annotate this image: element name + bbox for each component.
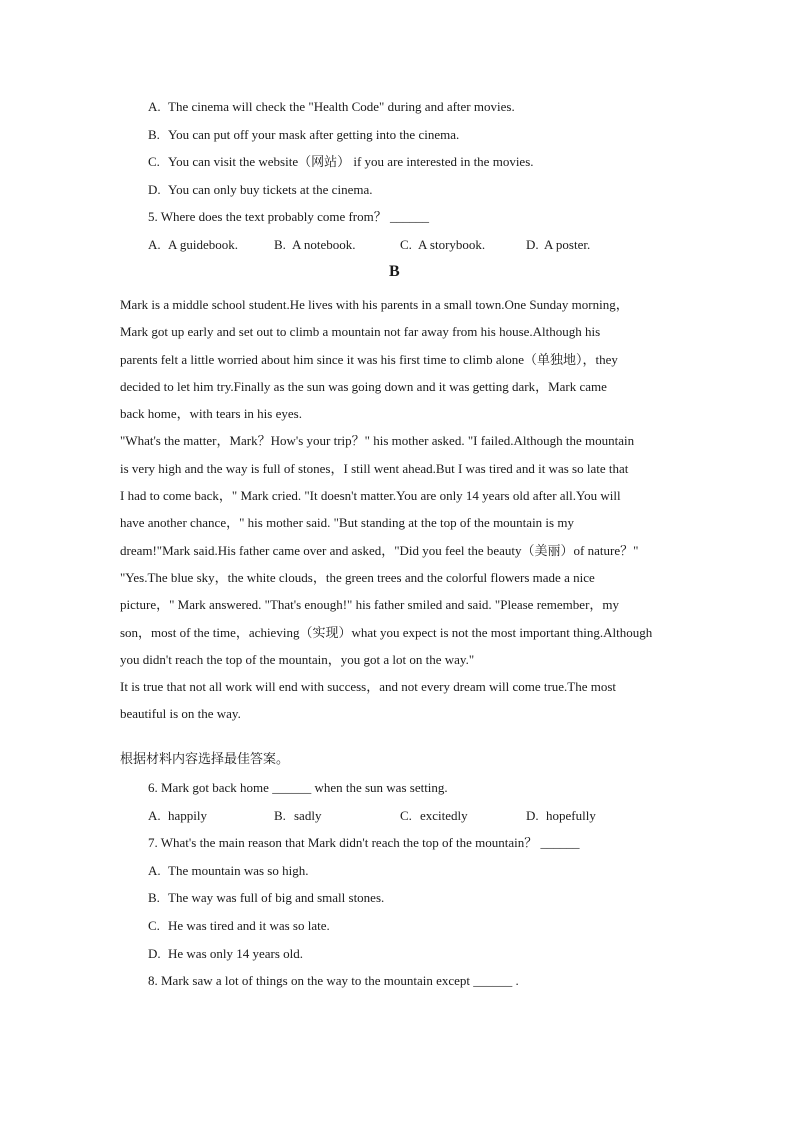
passage-line: picture，" Mark answered. "That's enough!" his father smiled and said. "Please remember，my <box>120 597 620 613</box>
q4-option-a <box>148 99 515 115</box>
passage-line: Mark got up early and set out to climb a mountain not far away from his house.Although his <box>120 324 601 340</box>
instruction: 根据材料内容选择最佳答案。 <box>120 752 290 767</box>
option-letter: B. <box>148 890 160 905</box>
option-letter: D. <box>526 808 539 823</box>
passage-line: "Yes.The blue sky，the white clouds，the green trees and the colorful flowers made a nice <box>120 569 595 585</box>
option-text: He was tired and it was so late. <box>168 918 330 933</box>
option-letter: A. <box>148 808 161 823</box>
option-text: A guidebook. <box>168 237 239 252</box>
option-text: excitedly <box>420 808 468 823</box>
option-text: A poster. <box>544 237 591 252</box>
option-text: The mountain was so high. <box>168 863 309 878</box>
passage-line: have another chance，" his mother said. "But standing at the top of the mountain is my <box>120 515 574 531</box>
option-letter: A. <box>148 863 161 878</box>
q7-option-c <box>148 918 330 934</box>
passage-line: It is true that not all work will end with success，and not every dream will come true.The most <box>120 679 617 695</box>
q4-option-c <box>148 154 534 170</box>
option-letter: B. <box>274 237 286 252</box>
option-letter: D. <box>526 237 539 252</box>
passage-line: decided to let him try.Finally as the sun was going down and it was getting dark，Mark came <box>120 378 607 394</box>
q6-option-a <box>148 808 207 824</box>
option-letter: B. <box>274 808 286 823</box>
option-text: You can visit the website（网站） if you are interested in the movies. <box>168 154 534 169</box>
option-letter: C. <box>400 237 412 252</box>
option-text: A storybook. <box>418 237 486 252</box>
passage-line: beautiful is on the way. <box>120 706 241 722</box>
option-text: The way was full of big and small stones. <box>168 890 385 905</box>
option-text: hopefully <box>546 808 596 823</box>
q6-option-d <box>526 808 596 824</box>
q8-question: 8. Mark saw a lot of things on the way to the mountain except ______ . <box>148 973 519 988</box>
q5-question: 5. Where does the text probably come from？ ______ <box>148 209 429 224</box>
option-text: happily <box>168 808 207 823</box>
q4-option-b <box>148 127 459 143</box>
q7-question: 7. What's the main reason that Mark didn't reach the top of the mountain？ ______ <box>148 835 580 850</box>
option-text: You can only buy tickets at the cinema. <box>168 182 373 197</box>
option-letter: A. <box>148 237 161 252</box>
section-title: B <box>389 263 400 280</box>
q6-option-b <box>274 808 321 824</box>
q5-option-c <box>400 237 485 253</box>
option-text: The cinema will check the "Health Code" during and after movies. <box>168 99 515 114</box>
q7-option-d <box>148 946 303 962</box>
q6-option-c <box>400 808 468 824</box>
option-letter: D. <box>148 182 161 197</box>
passage-line: is very high and the way is full of stones，I still went ahead.But I was tired and it was so late that <box>120 460 629 476</box>
option-letter: D. <box>148 946 161 961</box>
option-letter: B. <box>148 127 160 142</box>
option-letter: A. <box>148 99 161 114</box>
q5-option-a <box>148 237 238 253</box>
option-letter: C. <box>148 918 160 933</box>
q4-option-d <box>148 182 372 198</box>
q6-question: 6. Mark got back home ______ when the sun was setting. <box>148 780 448 795</box>
passage-line: "What's the matter，Mark？How's your trip？" his mother asked. "I failed.Although the mountain <box>120 433 635 449</box>
passage-line: parents felt a little worried about him since it was his first time to climb alone（单独地），they <box>120 351 618 367</box>
q5-option-b <box>274 237 356 253</box>
option-text: sadly <box>294 808 322 823</box>
option-letter: C. <box>400 808 412 823</box>
passage-line: I had to come back，" Mark cried. "It doesn't matter.You are only 14 years old after all.You will <box>120 488 621 504</box>
passage-line: dream!"Mark said.His father came over and asked，"Did you feel the beauty（美丽）of nature？" <box>120 542 639 558</box>
option-text: He was only 14 years old. <box>168 946 304 961</box>
passage-line: Mark is a middle school student.He lives with his parents in a small town.One Sunday morning， <box>120 297 629 312</box>
passage-line: son，most of the time，achieving（实现）what you expect is not the most important thing.Although <box>120 624 653 640</box>
q7-option-b <box>148 890 384 906</box>
passage-line: back home，with tears in his eyes. <box>120 406 302 422</box>
q5-option-d <box>526 237 590 253</box>
passage-line: you didn't reach the top of the mountain，you got a lot on the way." <box>120 651 475 667</box>
option-text: You can put off your mask after getting into the cinema. <box>168 127 460 142</box>
q7-option-a <box>148 863 308 879</box>
option-letter: C. <box>148 154 160 169</box>
passage <box>120 291 680 728</box>
option-text: A notebook. <box>292 237 356 252</box>
